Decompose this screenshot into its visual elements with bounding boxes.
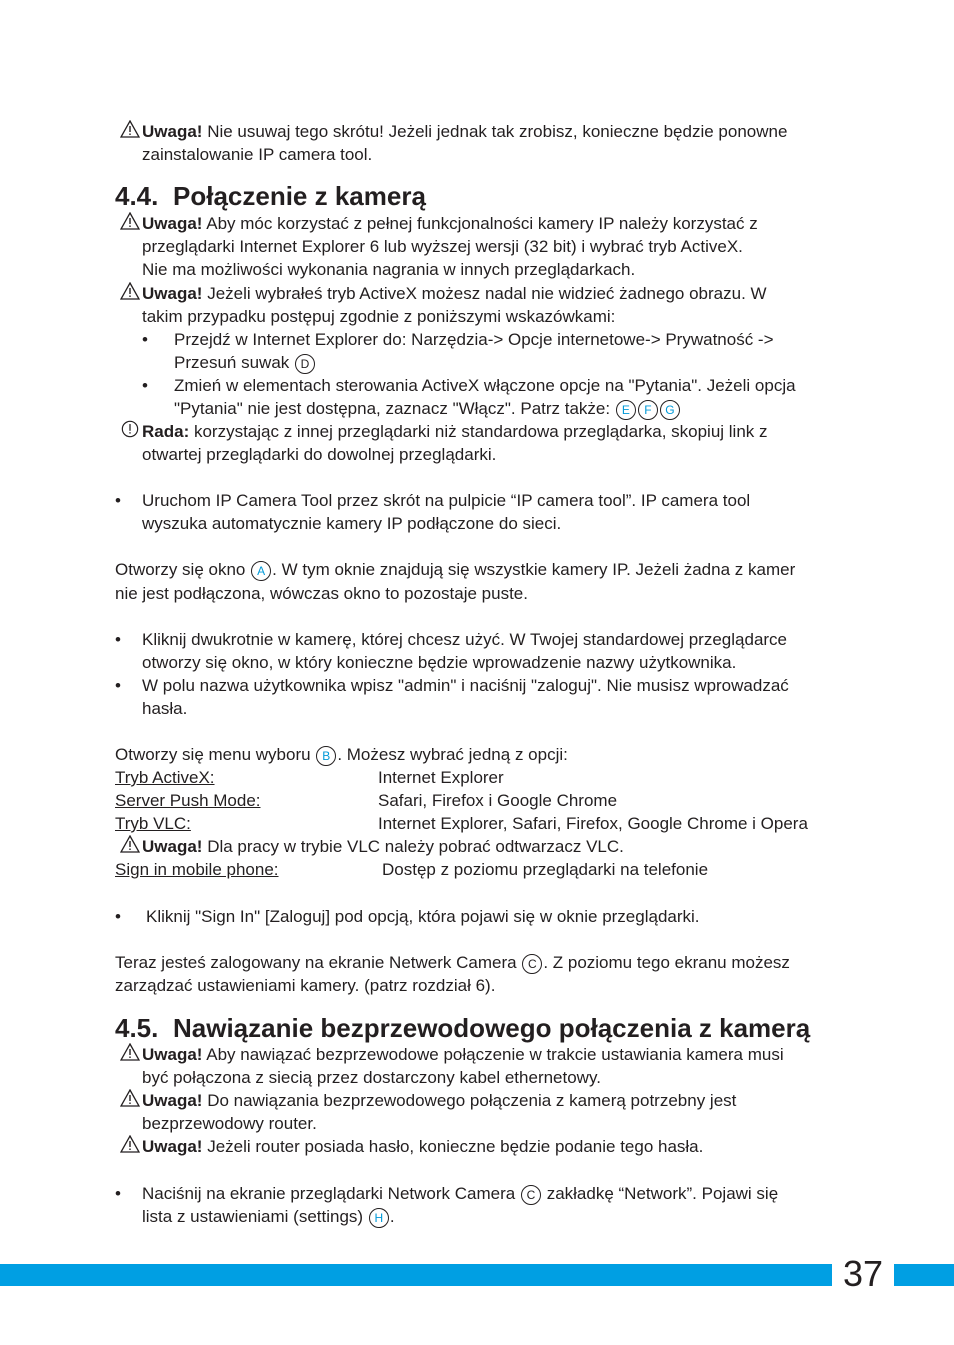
note-line: zainstalowanie IP camera tool. bbox=[142, 145, 373, 164]
section-heading bbox=[115, 1013, 810, 1043]
footer-bar bbox=[0, 1264, 954, 1286]
paragraph-text: . W tym oknie znajdują się wszystkie kamery IP. Jeżeli żadna z kamer bbox=[272, 560, 796, 579]
list-item: hasła. bbox=[142, 699, 188, 718]
warning-text: Jeżeli router posiada hasło, konieczne będzie podanie tego hasła. bbox=[202, 1137, 704, 1156]
mode-value: Internet Explorer, Safari, Firefox, Google Chrome i Opera bbox=[378, 814, 808, 833]
bullet-marker: • bbox=[115, 907, 121, 926]
warning-icon bbox=[120, 1089, 140, 1107]
list-item-text: Naciśnij na ekranie przeglądarki Network Camera bbox=[142, 1184, 516, 1203]
reference-marker: E bbox=[616, 400, 636, 420]
warning-line: bezprzewodowy router. bbox=[142, 1114, 317, 1133]
warning-line bbox=[142, 283, 767, 305]
bullet-marker: • bbox=[115, 630, 121, 649]
warning-text: Dla pracy w trybie VLC należy pobrać odtwarzacz VLC. bbox=[202, 837, 624, 856]
list-item-text: "Pytania" nie jest dostępna, zaznacz "Włącz". Patrz także: bbox=[174, 399, 611, 418]
warning-icon bbox=[120, 1043, 140, 1061]
paragraph-text: . Z poziomu tego ekranu możesz bbox=[543, 953, 790, 972]
warning-icon bbox=[120, 212, 140, 230]
section-title: Połączenie z kamerą bbox=[173, 181, 426, 211]
list-item bbox=[174, 398, 681, 420]
warning-text: Do nawiązania bezprzewodowego połączenia z kamerą potrzebny jest bbox=[202, 1091, 737, 1110]
bullet-marker: • bbox=[115, 676, 121, 695]
warning-line bbox=[142, 1090, 736, 1112]
reference-marker: B bbox=[316, 746, 336, 766]
list-item bbox=[142, 1206, 395, 1228]
paragraph-line bbox=[115, 559, 795, 581]
warning-line bbox=[142, 1136, 703, 1158]
list-item: Przejdź w Internet Explorer do: Narzędzia-> Opcje internetowe-> Prywatność -> bbox=[174, 330, 774, 349]
reference-marker: G bbox=[660, 400, 680, 420]
mode-value: Dostęp z poziomu przeglądarki na telefonie bbox=[382, 860, 709, 879]
tip-line: otwartej przeglądarki do dowolnej przeglądarki. bbox=[142, 445, 497, 464]
section-number: 4.5. bbox=[115, 1013, 159, 1043]
mode-name: Tryb VLC: bbox=[115, 814, 191, 833]
list-item: Kliknij "Sign In" [Zaloguj] pod opcją, która pojawi się w oknie przeglądarki. bbox=[146, 907, 700, 926]
warning-line bbox=[142, 213, 758, 235]
warning-icon bbox=[120, 120, 140, 138]
section-number: 4.4. bbox=[115, 181, 159, 211]
section-title: Nawiązanie bezprzewodowego połączenia z kamerą bbox=[173, 1013, 811, 1043]
warning-text: Aby nawiązać bezprzewodowe połączenie w trakcie ustawiania kamera musi bbox=[202, 1045, 784, 1064]
reference-marker: H bbox=[369, 1208, 389, 1228]
warning-line bbox=[142, 836, 624, 858]
note-line bbox=[142, 121, 787, 143]
mode-name: Tryb ActiveX: bbox=[115, 768, 215, 787]
warning-label: Uwaga! bbox=[142, 837, 203, 856]
warning-text: Aby móc korzystać z pełnej funkcjonalności kamery IP należy korzystać z bbox=[202, 214, 758, 233]
paragraph-line: zarządzać ustawieniami kamery. (patrz rozdział 6). bbox=[115, 976, 496, 995]
paragraph-text: Otworzy się okno bbox=[115, 560, 246, 579]
note-label: Uwaga! bbox=[142, 122, 203, 141]
note-text: Nie usuwaj tego skrótu! Jeżeli jednak tak zrobisz, konieczne będzie ponowne bbox=[202, 122, 788, 141]
warning-label: Uwaga! bbox=[142, 214, 203, 233]
paragraph-line: nie jest podłączona, wówczas okno to pozostaje puste. bbox=[115, 584, 528, 603]
warning-label: Uwaga! bbox=[142, 1045, 203, 1064]
warning-line: takim przypadku postępuj zgodnie z poniższymi wskazówkami: bbox=[142, 307, 616, 326]
warning-label: Uwaga! bbox=[142, 284, 203, 303]
warning-label: Uwaga! bbox=[142, 1137, 203, 1156]
section-heading bbox=[115, 181, 426, 211]
list-item: Kliknij dwukrotnie w kamerę, której chcesz użyć. W Twojej standardowej przeglądarce bbox=[142, 630, 788, 649]
mode-name: Server Push Mode: bbox=[115, 791, 261, 810]
warning-text: Jeżeli wybrałeś tryb ActiveX możesz nadal nie widzieć żadnego obrazu. W bbox=[202, 284, 767, 303]
bullet-marker: • bbox=[115, 1184, 121, 1203]
list-item bbox=[142, 1183, 778, 1205]
reference-marker: D bbox=[295, 354, 315, 374]
reference-marker: F bbox=[638, 400, 658, 420]
list-item: otworzy się okno, w który konieczne będzie wprowadzenie nazwy użytkownika. bbox=[142, 653, 737, 672]
reference-marker: A bbox=[251, 561, 271, 581]
warning-icon bbox=[120, 1135, 140, 1153]
paragraph-text: Teraz jesteś zalogowany na ekranie Netwerk Camera bbox=[115, 953, 517, 972]
mode-value: Internet Explorer bbox=[378, 768, 504, 787]
tip-label: Rada: bbox=[142, 422, 190, 441]
bullet-marker: • bbox=[142, 330, 148, 349]
mode-name: Sign in mobile phone: bbox=[115, 860, 279, 879]
warning-label: Uwaga! bbox=[142, 1091, 203, 1110]
warning-icon bbox=[120, 282, 140, 300]
list-item-text: Przesuń suwak bbox=[174, 353, 290, 372]
warning-line: być połączona z siecią przez dostarczony kabel ethernetowy. bbox=[142, 1068, 601, 1087]
list-item: W polu nazwa użytkownika wpisz "admin" i naciśnij "zaloguj". Nie musisz wprowadzać bbox=[142, 676, 789, 695]
list-item-text: . bbox=[389, 1207, 395, 1226]
paragraph-line bbox=[115, 952, 790, 974]
list-item: Zmień w elementach sterowania ActiveX włączone opcje na "Pytania". Jeżeli opcja bbox=[174, 376, 796, 395]
list-item: wyszuka automatycznie kamery IP podłączone do sieci. bbox=[142, 514, 562, 533]
warning-icon bbox=[120, 835, 140, 853]
bullet-marker: • bbox=[115, 491, 121, 510]
warning-line bbox=[142, 1044, 784, 1066]
warning-line: Nie ma możliwości wykonania nagrania w innych przeglądarkach. bbox=[142, 260, 636, 279]
reference-marker: C bbox=[522, 954, 542, 974]
list-item bbox=[174, 352, 316, 374]
warning-line: przeglądarki Internet Explorer 6 lub wyższej wersji (32 bit) i wybrać tryb ActiveX. bbox=[142, 237, 743, 256]
tip-icon bbox=[120, 420, 140, 438]
list-item: Uruchom IP Camera Tool przez skrót na pulpicie “IP camera tool”. IP camera tool bbox=[142, 491, 751, 510]
mode-value: Safari, Firefox i Google Chrome bbox=[378, 791, 618, 810]
tip-text: korzystając z innej przeglądarki niż standardowa przeglądarka, skopiuj link z bbox=[189, 422, 768, 441]
paragraph-text: . Możesz wybrać jedną z opcji: bbox=[337, 745, 568, 764]
bullet-marker: • bbox=[142, 376, 148, 395]
page-number: 37 bbox=[842, 1253, 884, 1294]
list-item-text: zakładkę “Network”. Pojawi się bbox=[546, 1184, 779, 1203]
reference-marker: C bbox=[521, 1185, 541, 1205]
tip-line bbox=[142, 421, 768, 443]
list-item-text: lista z ustawieniami (settings) bbox=[142, 1207, 364, 1226]
paragraph-line bbox=[115, 744, 568, 766]
paragraph-text: Otworzy się menu wyboru bbox=[115, 745, 311, 764]
